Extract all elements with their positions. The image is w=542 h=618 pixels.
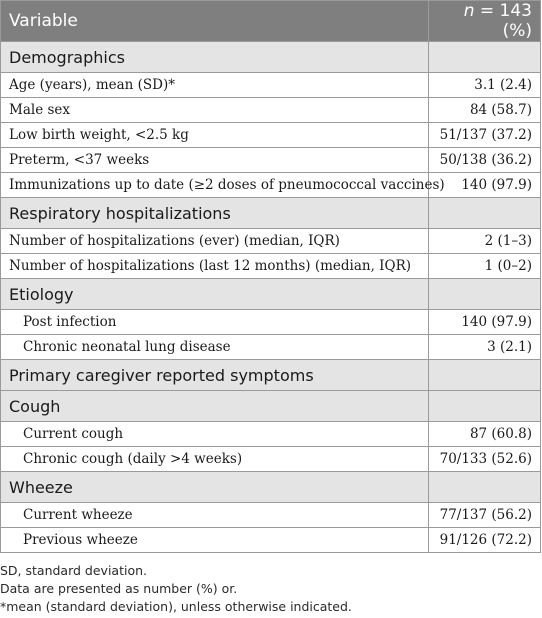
section-row [1,391,541,422]
row-label: Preterm, <37 weeks [1,148,429,173]
table-row [1,98,541,123]
table-row [1,254,541,279]
row-value: 3.1 (2.4) [429,73,541,98]
row-label: Number of hospitalizations (ever) (median, IQR) [1,229,429,254]
table-row [1,123,541,148]
table-row [1,528,541,553]
table-row [1,447,541,472]
row-label: Chronic neonatal lung disease [1,335,429,360]
table-row [1,173,541,198]
section-title: Wheeze [1,472,429,503]
header-variable: Variable [1,1,429,42]
row-value: 84 (58.7) [429,98,541,123]
row-value: 3 (2.1) [429,335,541,360]
section-row [1,472,541,503]
table-row [1,148,541,173]
row-value: 140 (97.9) [429,173,541,198]
table-row [1,73,541,98]
section-empty-cell [429,360,541,391]
section-title: Primary caregiver reported symptoms [1,360,429,391]
row-value: 70/133 (52.6) [429,447,541,472]
section-empty-cell [429,42,541,73]
section-row [1,42,541,73]
section-row [1,360,541,391]
table-row [1,229,541,254]
section-row [1,198,541,229]
header-n-italic: n [463,1,475,21]
row-label: Number of hospitalizations (last 12 months) (median, IQR) [1,254,429,279]
table-row [1,310,541,335]
section-title: Demographics [1,42,429,73]
table-row [1,335,541,360]
row-value: 2 (1–3) [429,229,541,254]
row-label: Male sex [1,98,429,123]
section-title: Etiology [1,279,429,310]
header-n-rest: = 143 (%) [474,1,532,41]
section-empty-cell [429,472,541,503]
row-label: Current cough [1,422,429,447]
section-title: Respiratory hospitalizations [1,198,429,229]
row-value: 1 (0–2) [429,254,541,279]
table-footnotes [0,562,352,616]
footnote-mean: *mean (standard deviation), unless otherwise indicated. [0,599,352,614]
row-value: 87 (60.8) [429,422,541,447]
table-row [1,422,541,447]
row-value: 140 (97.9) [429,310,541,335]
table-header-row [1,1,541,42]
footnote-format: Data are presented as number (%) or. [0,581,238,596]
row-value: 77/137 (56.2) [429,503,541,528]
row-value: 50/138 (36.2) [429,148,541,173]
section-empty-cell [429,391,541,422]
row-label: Age (years), mean (SD)* [1,73,429,98]
header-n [429,1,541,42]
row-label: Current wheeze [1,503,429,528]
section-empty-cell [429,198,541,229]
row-label: Previous wheeze [1,528,429,553]
row-label: Chronic cough (daily >4 weeks) [1,447,429,472]
footnote-sd: SD, standard deviation. [0,563,147,578]
row-label: Low birth weight, <2.5 kg [1,123,429,148]
table-body [1,42,541,553]
section-row [1,279,541,310]
row-label: Post infection [1,310,429,335]
row-value: 91/126 (72.2) [429,528,541,553]
row-value: 51/137 (37.2) [429,123,541,148]
section-empty-cell [429,279,541,310]
table-row [1,503,541,528]
section-title: Cough [1,391,429,422]
row-label: Immunizations up to date (≥2 doses of pneumococcal vaccines) [1,173,429,198]
